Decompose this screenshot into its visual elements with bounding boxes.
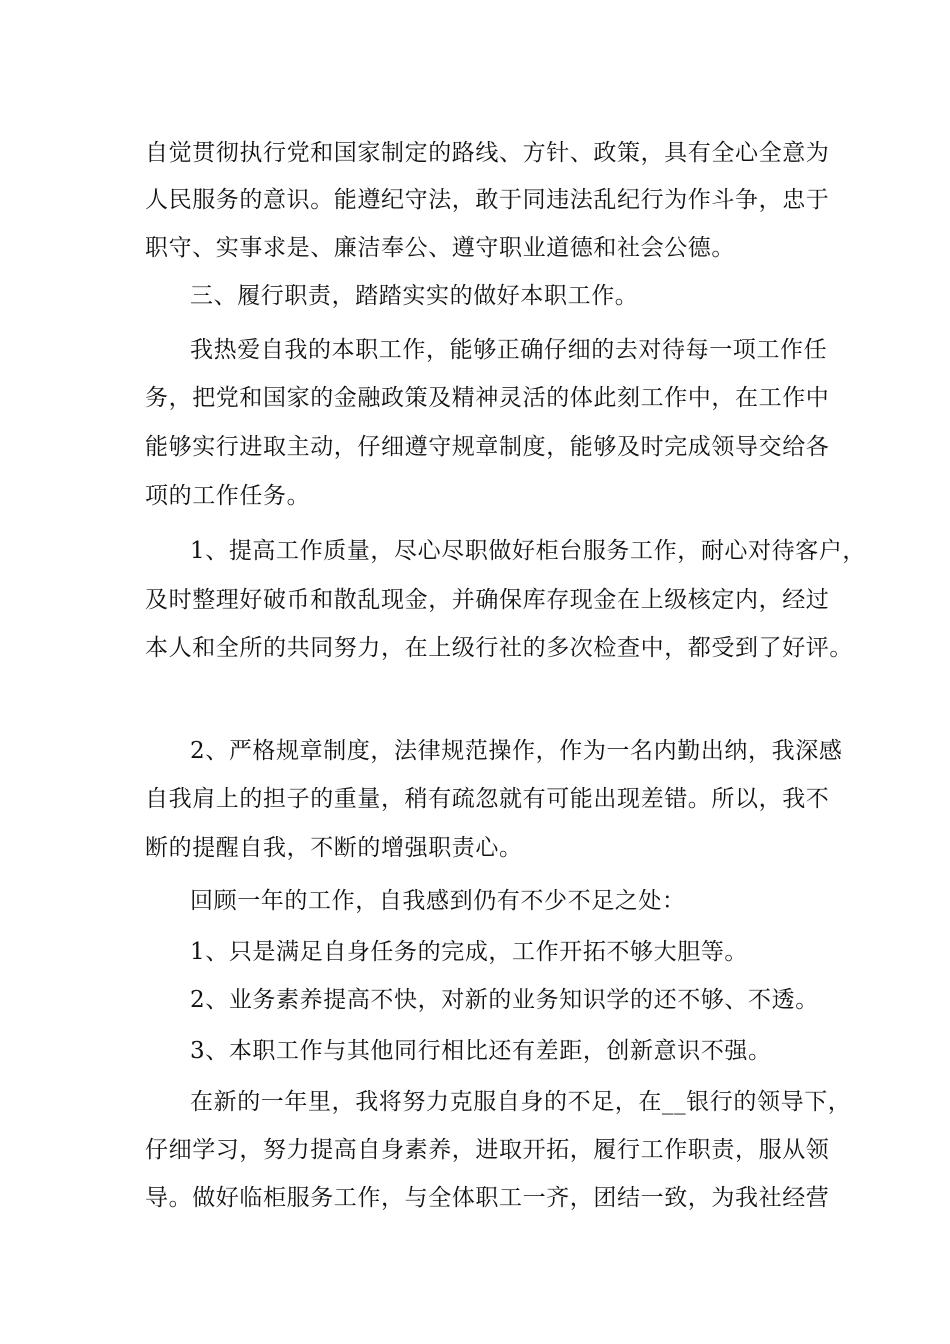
text-line-6: 务，把党和国家的金融政策及精神灵活的体此刻工作中，在工作中 — [145, 385, 830, 411]
text-line-13: 自我肩上的担子的重量，稍有疏忽就有可能出现差错。所以，我不 — [145, 786, 830, 812]
text-line-10: 及时整理好破币和散乱现金，并确保库存现金在上级核定内，经过 — [145, 587, 830, 613]
section-heading: 三、履行职责，踏踏实实的做好本职工作。 — [190, 283, 639, 309]
list-item-1: 1、只是满足自身任务的完成，工作开拓不够大胆等。 — [190, 939, 749, 965]
text-line-9: 1、提高工作质量，尽心尽职做好柜台服务工作，耐心对待客户， — [190, 538, 867, 564]
text-line-21: 导。做好临柜服务工作，与全体职工一齐，团结一致，为我社经营 — [145, 1185, 830, 1211]
text-line-19: 在新的一年里，我将努力克服自身的不足，在__银行的领导下， — [190, 1089, 852, 1115]
text-line-11: 本人和全所的共同努力，在上级行社的多次检查中，都受到了好评。 — [145, 635, 853, 661]
text-line-12: 2、严格规章制度，法律规范操作，作为一名内勤出纳，我深感 — [190, 738, 843, 764]
text-line-5: 我热爱自我的本职工作，能够正确仔细的去对待每一项工作任 — [190, 337, 828, 363]
text-line-2: 人民服务的意识。能遵纪守法，敢于同违法乱纪行为作斗争，忠于 — [145, 187, 830, 213]
list-item-2: 2、业务素养提高不快，对新的业务知识学的还不够、不透。 — [190, 987, 819, 1013]
text-line-14: 断的提醒自我，不断的增强职责心。 — [145, 835, 523, 861]
text-line-7: 能够实行进取主动，仔细遵守规章制度，能够及时完成领导交给各 — [145, 434, 830, 460]
text-line-1: 自觉贯彻执行党和国家制定的路线、方针、政策，具有全心全意为 — [145, 140, 830, 166]
text-line-8: 项的工作任务。 — [145, 483, 311, 509]
text-line-3: 职守、实事求是、廉洁奉公、遵守职业道德和社会公德。 — [145, 235, 735, 261]
text-line-15: 回顾一年的工作，自我感到仍有不少不足之处： — [190, 888, 686, 914]
text-line-20: 仔细学习，努力提高自身素养，进取开拓，履行工作职责，服从领 — [145, 1137, 830, 1163]
list-item-3: 3、本职工作与其他同行相比还有差距，创新意识不强。 — [190, 1038, 772, 1064]
